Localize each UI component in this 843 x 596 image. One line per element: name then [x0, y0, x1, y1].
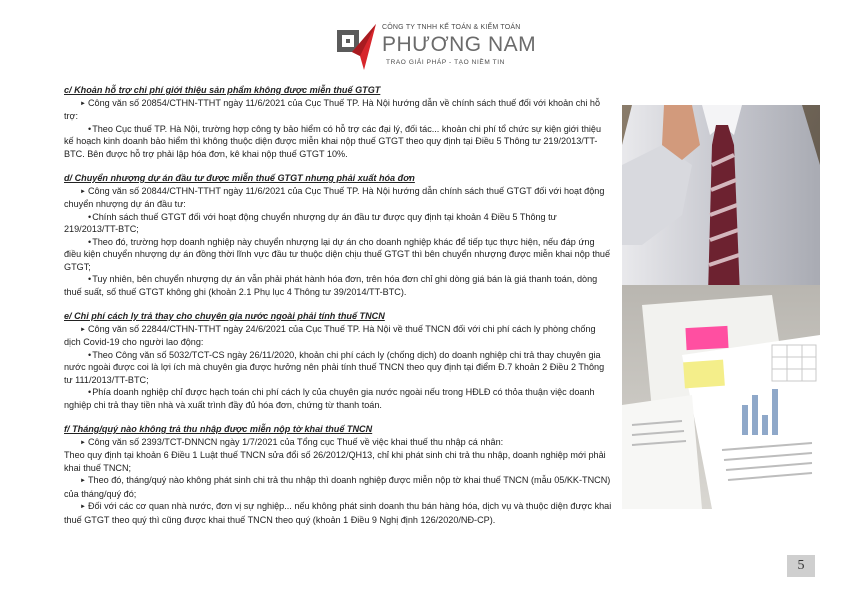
section-title: e/ Chi phí cách ly trả thay cho chuyên gia nước ngoài phải tính thuế TNCN — [64, 311, 385, 321]
paragraph: •Tuy nhiên, bên chuyển nhượng dự án vẫn phải phát hành hóa đơn, trên hóa đơn chỉ ghi dòng giá bán là giá thanh toán, dòng thuế suất, số thuế GTGT không ghi (khoản 2.1 Phụ lục 4 Thông tư 39/2014/TT-BTC). — [64, 274, 598, 297]
dot-bullet-icon: • — [88, 123, 92, 134]
photo-illustration — [622, 105, 820, 509]
triangle-bullet-icon: ► — [80, 478, 86, 484]
triangle-bullet-icon: ► — [80, 188, 86, 195]
brand-tagline: TRAO GIẢI PHÁP - TẠO NIỀM TIN — [386, 59, 505, 66]
businessman-documents-photo — [622, 105, 820, 509]
brand-name: PHƯƠNG NAM — [382, 33, 537, 56]
triangle-bullet-icon: ► — [80, 326, 86, 333]
company-legal-name: CÔNG TY TNHH KẾ TOÁN & KIỂM TOÁN — [382, 24, 521, 31]
section-title: c/ Khoản hỗ trợ chi phí giới thiệu sản phẩm không được miễn thuế GTGT — [64, 85, 381, 95]
paragraph: •Phía doanh nghiệp chỉ được hạch toán chi phí cách ly của chuyên gia nước ngoài nếu trong HĐLĐ có thỏa thuận việc doanh nghiệp chi trả thay tiền nhà và xuất trình đầy đủ hóa đơn, chứng từ thanh toán. — [64, 387, 595, 410]
paragraph: ► Đối với các cơ quan nhà nước, đơn vị sự nghiệp... nếu không phát sinh doanh thu bán hàng hóa, dịch vụ và thuộc diện được khai thuế GTGT theo quý thì cũng được khai thuế TNCN theo quý (khoản 1 Điều 9 Nghị định 126/2020/NĐ-CP). — [64, 501, 612, 525]
dot-bullet-icon: • — [88, 349, 92, 360]
section-d — [64, 172, 612, 298]
section-title: d/ Chuyển nhượng dự án đầu tư được miễn thuế GTGT nhưng phải xuất hóa đơn — [64, 173, 415, 183]
triangle-bullet-icon: ► — [80, 504, 86, 510]
triangle-bullet-icon: ► — [80, 439, 86, 446]
company-logo-icon — [334, 22, 378, 72]
section-e — [64, 310, 612, 411]
article-body — [64, 84, 612, 538]
dot-bullet-icon: • — [88, 236, 92, 247]
page-number: 5 — [787, 555, 815, 577]
section-f — [64, 423, 612, 526]
dot-bullet-icon: • — [88, 274, 92, 284]
dot-bullet-icon: • — [88, 211, 92, 222]
dot-bullet-icon: • — [88, 387, 92, 397]
paragraph: •Theo đó, trường hợp doanh nghiệp này chuyển nhượng lại dự án cho doanh nghiệp khác để tiếp tục thực hiện, nếu đáp ứng điều kiện chuyển nhượng dự án đồng thời lĩnh vực đầu tư thuộc diện chịu thuế GTGT thì bên chuyển nhượng được miễn khai nộp thuế GTGT; — [64, 236, 611, 272]
paragraph: Theo quy định tại khoản 6 Điều 1 Luật thuế TNCN sửa đổi số 26/2012/QH13, chỉ khi phát sinh chi trả thu nhập, doanh nghiệp mới phải khai thuế TNCN; — [64, 450, 606, 473]
paragraph: ► Công văn số 20854/CTHN-TTHT ngày 11/6/2021 của Cục Thuế TP. Hà Nội hướng dẫn về chính sách thuế đối với khoản chi hỗ trợ: — [64, 97, 601, 121]
section-title: f/ Tháng/quý nào không trả thu nhập được miễn nộp tờ khai thuế TNCN — [64, 424, 373, 434]
triangle-bullet-icon: ► — [80, 100, 86, 107]
paragraph: •Theo Công văn số 5032/TCT-CS ngày 26/11/2020, khoản chi phí cách ly (chống dịch) do doanh nghiệp chi trả thay chuyên gia nước ngoài được coi là lợi ích mà chuyên gia được hưởng nên phải tính thuế TNCN theo quy định tại điểm Đ.7 khoản 2 Điều 2 Thông tư 111/2013/TT-BTC; — [64, 349, 605, 385]
paragraph: ► Công văn số 20844/CTHN-TTHT ngày 11/6/2021 của Cục Thuế TP. Hà Nội hướng dẫn chính sách thuế GTGT đối với hoạt động chuyển nhượng dự án đầu tư: — [64, 185, 605, 209]
paragraph: •Chính sách thuế GTGT đối với hoạt động chuyển nhượng dự án đầu tư được quy định tại khoản 4 Điều 5 Thông tư 219/2013/TT-BTC; — [64, 211, 557, 234]
paragraph: ► Công văn số 2393/TCT-DNNCN ngày 1/7/2021 của Tổng cục Thuế về việc khai thuế thu nhập cá nhân: — [80, 436, 504, 447]
company-header — [334, 18, 537, 74]
paragraph: ► Theo đó, tháng/quý nào không phát sinh chi trả thu nhập thì doanh nghiệp được miễn nộp tờ khai thuế TNCN (mẫu 05/KK-TNCN) của tháng/quý đó; — [64, 475, 611, 499]
paragraph: •Theo Cục thuế TP. Hà Nội, trường hợp công ty bảo hiểm có hỗ trợ các đại lý, đối tác... khoản chi phí tổ chức sự kiện giới thiệu kế hoạch kinh doanh bảo hiểm thì không thuộc diện được miễn khai nộp thuế GTGT theo quy định tại Điều 5 Thông tư 219/2013/TT-BTC. Bên được hỗ trợ phải lập hóa đơn, kê khai nộp thuế GTGT 10%. — [64, 123, 602, 159]
section-c — [64, 84, 612, 160]
paragraph: ► Công văn số 22844/CTHN-TTHT ngày 24/6/2021 của Cục Thuế TP. Hà Nội về thuế TNCN đối với chi phí cách ly phòng chống dịch Covid-19 cho người lao động: — [64, 323, 596, 347]
